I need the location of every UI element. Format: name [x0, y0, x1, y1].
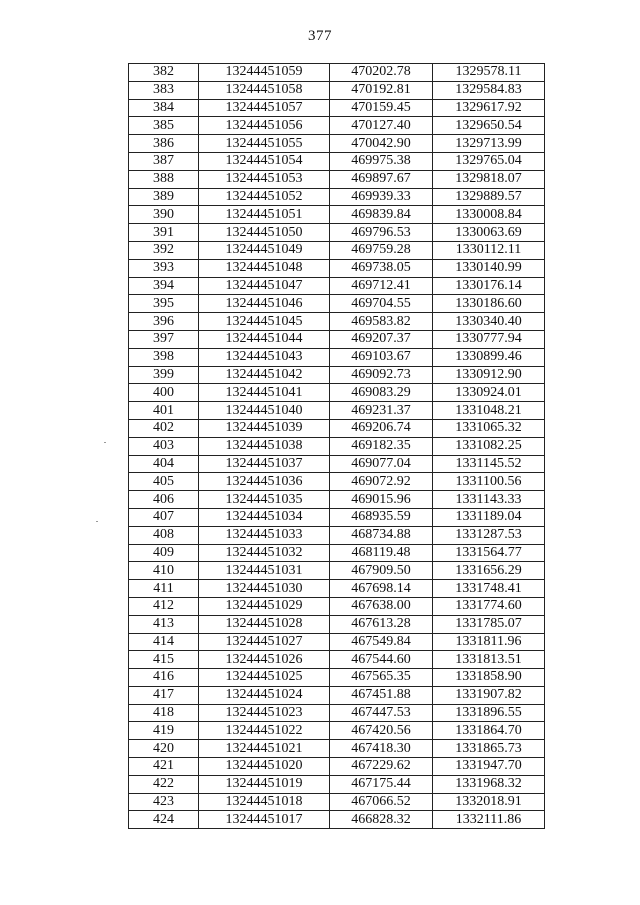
coordinates-table [128, 63, 545, 829]
table-row [129, 277, 545, 295]
row-number-cell: 408 [129, 526, 199, 544]
x-coordinate-cell: 467175.44 [330, 775, 433, 793]
row-number-cell: 397 [129, 330, 199, 348]
point-id-cell: 13244451041 [199, 384, 330, 402]
x-coordinate-cell: 469072.92 [330, 473, 433, 491]
table-row [129, 526, 545, 544]
point-id-cell: 13244451017 [199, 811, 330, 829]
row-number-cell: 387 [129, 152, 199, 170]
y-coordinate-cell: 1331813.51 [433, 651, 545, 669]
row-number-cell: 399 [129, 366, 199, 384]
row-number-cell: 416 [129, 669, 199, 687]
row-number-cell: 403 [129, 437, 199, 455]
x-coordinate-cell: 469939.33 [330, 188, 433, 206]
y-coordinate-cell: 1331143.33 [433, 491, 545, 509]
y-coordinate-cell: 1331785.07 [433, 615, 545, 633]
y-coordinate-cell: 1330912.90 [433, 366, 545, 384]
x-coordinate-cell: 470159.45 [330, 99, 433, 117]
y-coordinate-cell: 1332111.86 [433, 811, 545, 829]
table-row [129, 473, 545, 491]
row-number-cell: 393 [129, 259, 199, 277]
y-coordinate-cell: 1329584.83 [433, 81, 545, 99]
row-number-cell: 406 [129, 491, 199, 509]
point-id-cell: 13244451038 [199, 437, 330, 455]
row-number-cell: 419 [129, 722, 199, 740]
x-coordinate-cell: 469897.67 [330, 170, 433, 188]
table-row [129, 597, 545, 615]
x-coordinate-cell: 467638.00 [330, 597, 433, 615]
coordinates-table-body [129, 64, 545, 829]
point-id-cell: 13244451052 [199, 188, 330, 206]
point-id-cell: 13244451057 [199, 99, 330, 117]
x-coordinate-cell: 466828.32 [330, 811, 433, 829]
row-number-cell: 402 [129, 419, 199, 437]
table-row [129, 419, 545, 437]
y-coordinate-cell: 1329889.57 [433, 188, 545, 206]
row-number-cell: 420 [129, 740, 199, 758]
table-row [129, 117, 545, 135]
point-id-cell: 13244451040 [199, 402, 330, 420]
row-number-cell: 413 [129, 615, 199, 633]
table-row [129, 651, 545, 669]
y-coordinate-cell: 1331811.96 [433, 633, 545, 651]
table-row [129, 437, 545, 455]
y-coordinate-cell: 1331287.53 [433, 526, 545, 544]
table-row [129, 188, 545, 206]
y-coordinate-cell: 1331189.04 [433, 508, 545, 526]
y-coordinate-cell: 1329578.11 [433, 64, 545, 82]
y-coordinate-cell: 1331907.82 [433, 686, 545, 704]
y-coordinate-cell: 1331774.60 [433, 597, 545, 615]
x-coordinate-cell: 469712.41 [330, 277, 433, 295]
x-coordinate-cell: 470192.81 [330, 81, 433, 99]
point-id-cell: 13244451053 [199, 170, 330, 188]
y-coordinate-cell: 1331864.70 [433, 722, 545, 740]
table-row [129, 152, 545, 170]
y-coordinate-cell: 1331145.52 [433, 455, 545, 473]
point-id-cell: 13244451037 [199, 455, 330, 473]
scan-speck [96, 521, 98, 522]
point-id-cell: 13244451049 [199, 241, 330, 259]
x-coordinate-cell: 469231.37 [330, 402, 433, 420]
x-coordinate-cell: 469759.28 [330, 241, 433, 259]
x-coordinate-cell: 467451.88 [330, 686, 433, 704]
x-coordinate-cell: 469583.82 [330, 313, 433, 331]
y-coordinate-cell: 1331656.29 [433, 562, 545, 580]
point-id-cell: 13244451051 [199, 206, 330, 224]
table-row [129, 241, 545, 259]
y-coordinate-cell: 1331968.32 [433, 775, 545, 793]
point-id-cell: 13244451036 [199, 473, 330, 491]
x-coordinate-cell: 467565.35 [330, 669, 433, 687]
table-row [129, 686, 545, 704]
point-id-cell: 13244451032 [199, 544, 330, 562]
row-number-cell: 405 [129, 473, 199, 491]
row-number-cell: 383 [129, 81, 199, 99]
table-row [129, 562, 545, 580]
row-number-cell: 384 [129, 99, 199, 117]
point-id-cell: 13244451024 [199, 686, 330, 704]
table-row [129, 722, 545, 740]
x-coordinate-cell: 467418.30 [330, 740, 433, 758]
x-coordinate-cell: 469975.38 [330, 152, 433, 170]
point-id-cell: 13244451047 [199, 277, 330, 295]
table-row [129, 348, 545, 366]
point-id-cell: 13244451055 [199, 135, 330, 153]
y-coordinate-cell: 1330176.14 [433, 277, 545, 295]
table-row [129, 170, 545, 188]
table-row [129, 704, 545, 722]
point-id-cell: 13244451044 [199, 330, 330, 348]
table-row [129, 295, 545, 313]
x-coordinate-cell: 469182.35 [330, 437, 433, 455]
y-coordinate-cell: 1329650.54 [433, 117, 545, 135]
y-coordinate-cell: 1331082.25 [433, 437, 545, 455]
y-coordinate-cell: 1331748.41 [433, 580, 545, 598]
x-coordinate-cell: 467549.84 [330, 633, 433, 651]
table-row [129, 135, 545, 153]
x-coordinate-cell: 470202.78 [330, 64, 433, 82]
x-coordinate-cell: 467544.60 [330, 651, 433, 669]
x-coordinate-cell: 467229.62 [330, 758, 433, 776]
table-row [129, 206, 545, 224]
table-row [129, 259, 545, 277]
row-number-cell: 417 [129, 686, 199, 704]
x-coordinate-cell: 469103.67 [330, 348, 433, 366]
y-coordinate-cell: 1330063.69 [433, 224, 545, 242]
row-number-cell: 389 [129, 188, 199, 206]
page-number: 377 [308, 28, 332, 44]
table-row [129, 775, 545, 793]
point-id-cell: 13244451018 [199, 793, 330, 811]
row-number-cell: 407 [129, 508, 199, 526]
point-id-cell: 13244451054 [199, 152, 330, 170]
point-id-cell: 13244451046 [199, 295, 330, 313]
y-coordinate-cell: 1329765.04 [433, 152, 545, 170]
y-coordinate-cell: 1331564.77 [433, 544, 545, 562]
y-coordinate-cell: 1330140.99 [433, 259, 545, 277]
point-id-cell: 13244451039 [199, 419, 330, 437]
x-coordinate-cell: 469796.53 [330, 224, 433, 242]
table-row [129, 81, 545, 99]
point-id-cell: 13244451035 [199, 491, 330, 509]
table-row [129, 384, 545, 402]
row-number-cell: 401 [129, 402, 199, 420]
y-coordinate-cell: 1331858.90 [433, 669, 545, 687]
row-number-cell: 422 [129, 775, 199, 793]
x-coordinate-cell: 468119.48 [330, 544, 433, 562]
table-row [129, 491, 545, 509]
table-row [129, 455, 545, 473]
point-id-cell: 13244451042 [199, 366, 330, 384]
point-id-cell: 13244451025 [199, 669, 330, 687]
table-row [129, 740, 545, 758]
y-coordinate-cell: 1329617.92 [433, 99, 545, 117]
point-id-cell: 13244451019 [199, 775, 330, 793]
table-row [129, 580, 545, 598]
table-row [129, 224, 545, 242]
row-number-cell: 415 [129, 651, 199, 669]
point-id-cell: 13244451021 [199, 740, 330, 758]
y-coordinate-cell: 1331947.70 [433, 758, 545, 776]
x-coordinate-cell: 467066.52 [330, 793, 433, 811]
row-number-cell: 390 [129, 206, 199, 224]
table-row [129, 758, 545, 776]
point-id-cell: 13244451043 [199, 348, 330, 366]
point-id-cell: 13244451045 [199, 313, 330, 331]
y-coordinate-cell: 1332018.91 [433, 793, 545, 811]
table-row [129, 633, 545, 651]
x-coordinate-cell: 469738.05 [330, 259, 433, 277]
row-number-cell: 395 [129, 295, 199, 313]
row-number-cell: 396 [129, 313, 199, 331]
x-coordinate-cell: 470127.40 [330, 117, 433, 135]
point-id-cell: 13244451059 [199, 64, 330, 82]
y-coordinate-cell: 1330186.60 [433, 295, 545, 313]
x-coordinate-cell: 468734.88 [330, 526, 433, 544]
row-number-cell: 423 [129, 793, 199, 811]
x-coordinate-cell: 467698.14 [330, 580, 433, 598]
y-coordinate-cell: 1331865.73 [433, 740, 545, 758]
table-row [129, 330, 545, 348]
point-id-cell: 13244451026 [199, 651, 330, 669]
point-id-cell: 13244451058 [199, 81, 330, 99]
x-coordinate-cell: 467613.28 [330, 615, 433, 633]
x-coordinate-cell: 469077.04 [330, 455, 433, 473]
table-row [129, 508, 545, 526]
y-coordinate-cell: 1330112.11 [433, 241, 545, 259]
y-coordinate-cell: 1330924.01 [433, 384, 545, 402]
y-coordinate-cell: 1330899.46 [433, 348, 545, 366]
x-coordinate-cell: 469206.74 [330, 419, 433, 437]
row-number-cell: 394 [129, 277, 199, 295]
row-number-cell: 414 [129, 633, 199, 651]
y-coordinate-cell: 1331048.21 [433, 402, 545, 420]
point-id-cell: 13244451034 [199, 508, 330, 526]
row-number-cell: 412 [129, 597, 199, 615]
table-row [129, 544, 545, 562]
y-coordinate-cell: 1331065.32 [433, 419, 545, 437]
row-number-cell: 391 [129, 224, 199, 242]
table-row [129, 793, 545, 811]
point-id-cell: 13244451031 [199, 562, 330, 580]
x-coordinate-cell: 469015.96 [330, 491, 433, 509]
point-id-cell: 13244451050 [199, 224, 330, 242]
row-number-cell: 424 [129, 811, 199, 829]
x-coordinate-cell: 469704.55 [330, 295, 433, 313]
row-number-cell: 386 [129, 135, 199, 153]
x-coordinate-cell: 469207.37 [330, 330, 433, 348]
table-row [129, 64, 545, 82]
point-id-cell: 13244451029 [199, 597, 330, 615]
x-coordinate-cell: 470042.90 [330, 135, 433, 153]
table-row [129, 313, 545, 331]
row-number-cell: 410 [129, 562, 199, 580]
row-number-cell: 411 [129, 580, 199, 598]
y-coordinate-cell: 1330777.94 [433, 330, 545, 348]
y-coordinate-cell: 1330340.40 [433, 313, 545, 331]
point-id-cell: 13244451056 [199, 117, 330, 135]
row-number-cell: 388 [129, 170, 199, 188]
x-coordinate-cell: 467909.50 [330, 562, 433, 580]
x-coordinate-cell: 469092.73 [330, 366, 433, 384]
point-id-cell: 13244451022 [199, 722, 330, 740]
y-coordinate-cell: 1331100.56 [433, 473, 545, 491]
x-coordinate-cell: 469839.84 [330, 206, 433, 224]
table-row [129, 366, 545, 384]
row-number-cell: 398 [129, 348, 199, 366]
row-number-cell: 404 [129, 455, 199, 473]
y-coordinate-cell: 1331896.55 [433, 704, 545, 722]
row-number-cell: 400 [129, 384, 199, 402]
table-row [129, 615, 545, 633]
x-coordinate-cell: 467420.56 [330, 722, 433, 740]
point-id-cell: 13244451030 [199, 580, 330, 598]
row-number-cell: 421 [129, 758, 199, 776]
point-id-cell: 13244451023 [199, 704, 330, 722]
x-coordinate-cell: 468935.59 [330, 508, 433, 526]
y-coordinate-cell: 1329818.07 [433, 170, 545, 188]
x-coordinate-cell: 469083.29 [330, 384, 433, 402]
point-id-cell: 13244451020 [199, 758, 330, 776]
scan-speck [104, 442, 106, 443]
table-row [129, 402, 545, 420]
y-coordinate-cell: 1329713.99 [433, 135, 545, 153]
row-number-cell: 418 [129, 704, 199, 722]
row-number-cell: 382 [129, 64, 199, 82]
point-id-cell: 13244451048 [199, 259, 330, 277]
table-row [129, 99, 545, 117]
row-number-cell: 385 [129, 117, 199, 135]
x-coordinate-cell: 467447.53 [330, 704, 433, 722]
point-id-cell: 13244451028 [199, 615, 330, 633]
y-coordinate-cell: 1330008.84 [433, 206, 545, 224]
table-row [129, 669, 545, 687]
point-id-cell: 13244451027 [199, 633, 330, 651]
row-number-cell: 392 [129, 241, 199, 259]
point-id-cell: 13244451033 [199, 526, 330, 544]
table-row [129, 811, 545, 829]
row-number-cell: 409 [129, 544, 199, 562]
